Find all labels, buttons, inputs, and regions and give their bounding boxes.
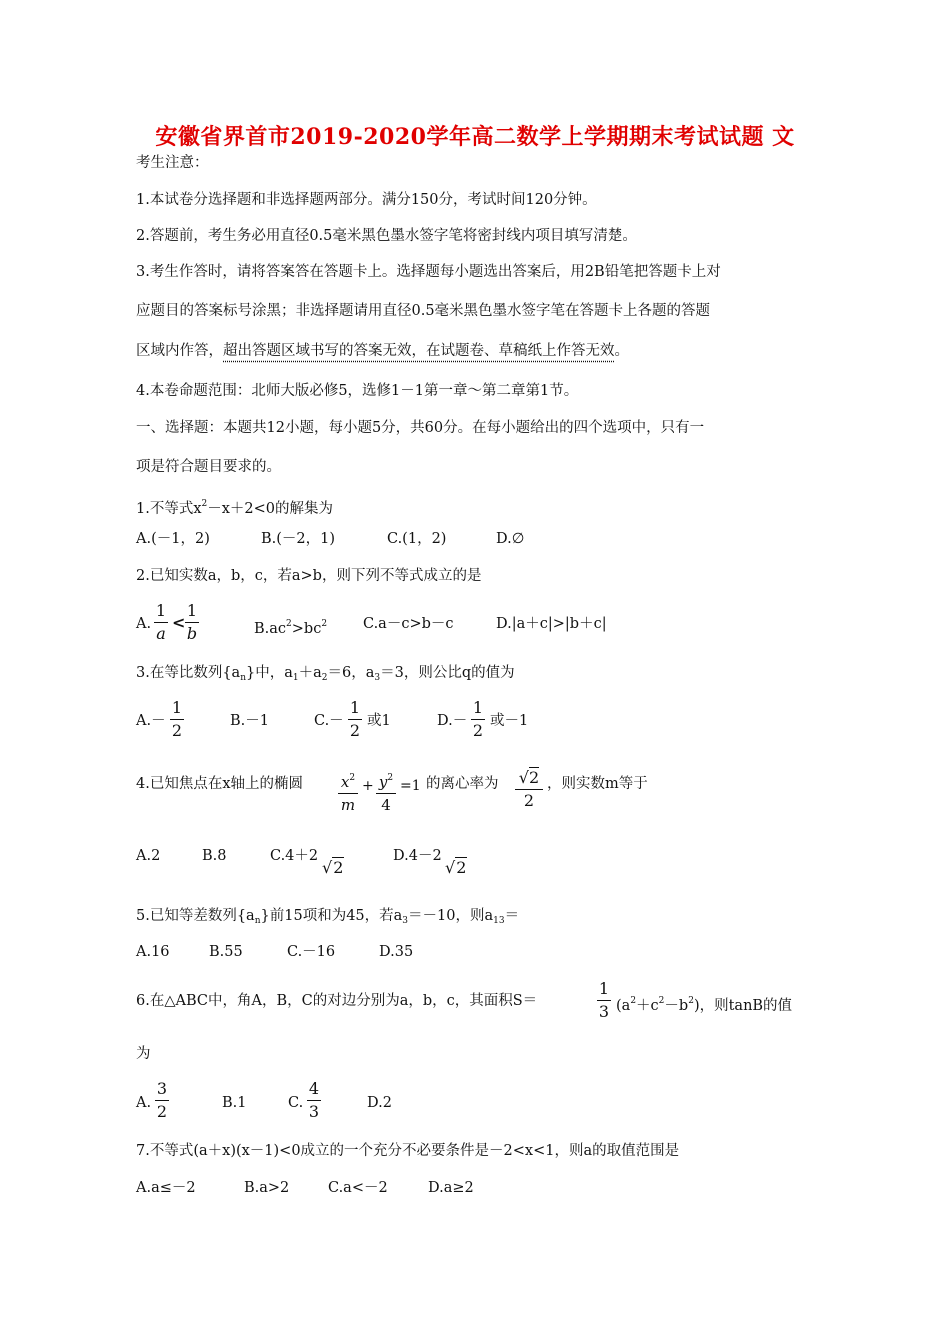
question-7-stem: 7.不等式(a＋x)(x－1)<0成立的一个充分不必要条件是－2<x<1，则a的取值范围是 bbox=[136, 1143, 680, 1159]
q7-option-d: D.a≥2 bbox=[428, 1180, 474, 1196]
q7-option-b: B.a>2 bbox=[244, 1180, 290, 1196]
question-6-stem-cont: 为 bbox=[136, 1046, 151, 1062]
q4-option-c-sqrt: √2 bbox=[322, 858, 344, 877]
q4-equals-one: =1 bbox=[400, 778, 421, 794]
notice-header: 考生注意： bbox=[136, 155, 209, 171]
page-title: 安徽省界首市2019-2020学年高二数学上学期期末考试试题 文 bbox=[155, 124, 795, 150]
notice-4: 4.本卷命题范围：北师大版必修5，选修1－1第一章～第二章第1节。 bbox=[136, 383, 579, 399]
q4-fraction-y24: $y^2$ 4 bbox=[376, 768, 396, 815]
question-4-stem-c: ，则实数m等于 bbox=[547, 776, 648, 792]
q6-option-d: D.2 bbox=[367, 1095, 392, 1111]
q4-option-d: D.4－2 bbox=[393, 848, 442, 864]
q2-option-b: $B.ac^2>bc^2$ bbox=[254, 619, 328, 637]
q2-fraction-1a: 1 a bbox=[155, 601, 167, 643]
q3-option-d: D.－ bbox=[437, 713, 468, 729]
notice-3-cont: 应题目的答案标号涂黑；非选择题请用直径0.5毫米黑色墨水签字笔在答题卡上各题的答题 bbox=[136, 303, 711, 319]
q4-plus: + bbox=[362, 778, 374, 794]
q2-option-a: A. bbox=[136, 616, 152, 632]
notice-3-cont2: 区域内作答，超出答题区域书写的答案无效，在试题卷、草稿纸上作答无效。 bbox=[136, 343, 629, 359]
question-6-stem-a: 6.在△ABC中，角A，B，C的对边分别为a，b，c，其面积S＝ bbox=[136, 993, 538, 1009]
question-1-stem: 1.不等式$x^2-x+2<0$的解集为 bbox=[136, 499, 334, 517]
q6-option-b: B.1 bbox=[222, 1095, 247, 1111]
notice-1: 1.本试卷分选择题和非选择题两部分。满分150分，考试时间120分钟。 bbox=[136, 192, 597, 208]
q7-option-c: C.a<－2 bbox=[328, 1180, 388, 1196]
q5-option-b: B.55 bbox=[209, 944, 243, 960]
q3-option-d-tail: 或－1 bbox=[490, 713, 529, 729]
q6-fraction-a: 3 2 bbox=[156, 1079, 168, 1121]
q2-option-d: D.|a＋c|>|b＋c| bbox=[496, 616, 607, 632]
q3-option-b: B.－1 bbox=[230, 713, 269, 729]
question-3-stem: 3.在等比数列$\{a_n\}$中，$a_1+a_2=6$，$a_3=3$，则公比q的值为 bbox=[136, 665, 515, 683]
q1-option-b: B.(－2，1) bbox=[261, 531, 336, 547]
q2-option-c: C.a－c>b－c bbox=[363, 616, 454, 632]
q4-option-d-sqrt: √2 bbox=[445, 858, 467, 877]
q1-option-a: A.(－1，2) bbox=[136, 531, 210, 547]
q2-fraction-1b: 1 b bbox=[186, 601, 198, 643]
q3-option-c: C.－ bbox=[314, 713, 344, 729]
notice-3: 3.考生作答时，请将答案答在答题卡上。选择题每小题选出答案后，用2B铅笔把答题卡上对 bbox=[136, 264, 721, 280]
q3-fraction-d: 1 2 bbox=[472, 698, 484, 740]
question-6-stem-b: $(a^2+c^2-b^2)$，则tanB的值 bbox=[616, 996, 793, 1014]
q4-option-c: C.4＋2 bbox=[270, 848, 319, 864]
q4-fraction-x2m: $x^2$ m bbox=[338, 768, 358, 815]
notice-2: 2.答题前，考生务必用直径0.5毫米黑色墨水签字笔将密封线内项目填写清楚。 bbox=[136, 228, 637, 244]
q6-fraction-c: 4 3 bbox=[308, 1079, 320, 1121]
q6-option-a: A. bbox=[136, 1095, 152, 1111]
q5-option-d: D.35 bbox=[379, 944, 414, 960]
section-heading-cont: 项是符合题目要求的。 bbox=[136, 459, 281, 475]
q1-option-d: D.∅ bbox=[496, 531, 525, 547]
emphasis-text: 超出答题区域书写的答案无效，在试题卷、草稿纸上作答无效 bbox=[223, 343, 615, 359]
question-4-stem-b: 的离心率为 bbox=[426, 776, 499, 792]
q7-option-a: A.a≤－2 bbox=[136, 1180, 196, 1196]
q6-option-c: C. bbox=[288, 1095, 304, 1111]
q3-fraction-c: 1 2 bbox=[349, 698, 361, 740]
q4-option-a: A.2 bbox=[136, 848, 161, 864]
section-heading: 一、选择题：本题共12小题，每小题5分，共60分。在每小题给出的四个选项中，只有一 bbox=[136, 420, 705, 436]
q3-option-c-tail: 或1 bbox=[367, 713, 391, 729]
q4-option-b: B.8 bbox=[202, 848, 227, 864]
q3-option-a: A.－ bbox=[136, 713, 166, 729]
question-2-stem: 2.已知实数a，b，c，若a>b，则下列不等式成立的是 bbox=[136, 568, 482, 584]
q3-fraction-a: 1 2 bbox=[171, 698, 183, 740]
q4-fraction-sqrt2: √2 2 bbox=[515, 768, 543, 811]
q5-option-c: C.－16 bbox=[287, 944, 336, 960]
q2-less-than: < bbox=[172, 613, 186, 632]
question-4-stem-a: 4.已知焦点在x轴上的椭圆 bbox=[136, 776, 304, 792]
question-5-stem: 5.已知等差数列$\{a_n\}$前15项和为45，若$a_3=-10$，则$a_{13}=$ bbox=[136, 908, 520, 926]
q5-option-a: A.16 bbox=[136, 944, 170, 960]
q1-option-c: C.(1，2) bbox=[387, 531, 447, 547]
q6-fraction-1-3: 1 3 bbox=[598, 979, 610, 1021]
